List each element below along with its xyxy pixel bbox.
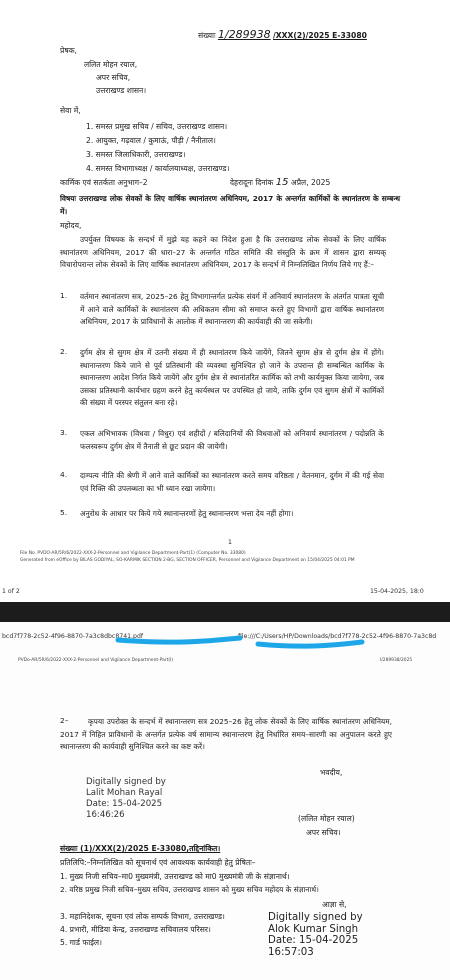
viewer-page-count: 1 of 2: [2, 588, 20, 595]
page-number: 1: [228, 539, 232, 546]
viewer-timestamp: 15-04-2025, 18:0: [370, 588, 424, 595]
point-number: 1.: [60, 291, 68, 300]
point-text: वर्तमान स्थानांतरण सत्र, 2025–26 हेतु विभागान्तर्गत प्रत्येक संवर्ग में अनिवार्य स्थानांतरण के अंतर्गत पात्रता सूची में आने वाले कार्मिकों के स्थानांतरण की अधिकतम सीमा को समाप्त करते हुए विभागों द्वारा वार्षिक स्थानांतरण अधिनियम, 2017 के प्राविधानों के आलोक में स्थानान्तरण की कार्यवाही की जा सकेगी।: [80, 292, 384, 327]
copy-item: 1. मुख्य निजी सचिव–मा0 मुख्यमंत्री, उत्तराखण्ड को मा0 मुख्यमंत्री जी के संज्ञानार्थ।: [60, 872, 290, 881]
redaction-scribble: [0, 622, 450, 662]
point-number: 5.: [60, 508, 68, 517]
point-text: एकल अभिभावक (विधवा / विधुर) एवं शहीदों / बलिदानियों की विधवाओं को अनिवार्य स्थानांतरण / पदोन्नति के फलस्वरूप दुर्गम क्षेत्र में तैनाती से छूट प्रदान की जायेगी।: [80, 429, 384, 451]
sender-label: प्रेषक,: [60, 46, 77, 55]
place-date: देहरादूनः दिनांक 15 अप्रैल, 2025: [230, 177, 331, 188]
copy-item: 3. महानिदेशक, सूचना एवं लोक सम्पर्क विभाग, उत्तराखण्ड।: [60, 912, 225, 921]
eoffice-footer-line: File No. PVDO-AR/5R/6/2022-XXX-2-Personnel and Vigilance Department-Part(1) (Computer No. 33080): [20, 551, 246, 556]
copy-item: 4. प्रभारी, मीडिया केन्द्र, उत्तराखण्ड सचिवालय परिसर।: [60, 925, 211, 934]
salutation: महोदय,: [60, 221, 82, 230]
number-label: संख्याः: [198, 31, 216, 40]
number-suffix: /XXX(2)/2025 E-33080: [273, 31, 367, 40]
digital-signature-stamp: Digitally signed by Lalit Mohan Rayal Date: 15-04-2025 16:46:26: [86, 777, 166, 820]
point-text: दाम्पत्य नीति की श्रेणी में आने वाले कार्मिकों का स्थानांतरण करते समय वरिष्ठता / वेतनमान, दुर्गम में की गई सेवा एवं रिक्ति की उपलब्धता का भी ध्यान रखा जायेगा।: [80, 471, 384, 493]
order-by: आज्ञा से,: [322, 900, 347, 909]
subject-label: विषयः: [60, 194, 77, 203]
handwritten-number: 1/289938: [217, 28, 271, 41]
sender-designation: अपर सचिव,: [96, 73, 131, 82]
point-number: 3.: [60, 428, 68, 437]
recipient-item: 1. समस्त प्रमुख सचिव / सचिव, उत्तराखण्ड शासन।: [86, 122, 228, 131]
paragraph-text: कृपया उपरोक्त के सन्दर्भ में स्थानान्तरण सत्र 2025–26 हेतु लोक सेवकों के लिए वार्षिक स्थानांतरण अधिनियम, 2017 में निहित प्राविधानों के अन्तर्गत प्रत्येक वर्ष सामान्य स्थानान्तरण हेतु निर्धारित समय–सारणी का अनुपालन करते हुए स्थानान्तरण की कार्यवाही सुनिश्चित करने का कष्ट करें।: [60, 717, 392, 752]
sender-office: उत्तराखण्ड शासन।: [96, 86, 147, 95]
letter-number: [198, 28, 367, 42]
point-text: दुर्गम क्षेत्र से सुगम क्षेत्र में उतनी संख्या में ही स्थानांतरण किये जायेंगे, जितने सुगम क्षेत्र से दुर्गम क्षेत्र में होंगे। स्थानान्तरण किये जाने से पूर्व प्रतिस्थानी की व्यवस्था सुनिश्चित हो जाने के उपरान्त ही सम्बन्धित कार्मिक के स्थानान्तरण आदेश निर्गत किये जायेंगे और दुर्गम क्षेत्र से स्थानांतरित कार्मिक को तभी कार्यमुक्त किया जायेगा, जब उसका प्रतिस्थानी कार्यभार ग्रहण करने हेतु कार्यस्थल पर उपस्थित हो जाये, ताकि दुर्गम एवं सुगम क्षेत्रों में कार्मिकों की संख्या में परस्पर संतुलन बना रहे।: [80, 348, 384, 408]
page-header-left: PVDo-AR/5R/6/2022-XXX-2-Personnel and Vigilance Department-Part(I): [18, 658, 174, 663]
point-number: 4.: [60, 470, 68, 479]
signer-designation: अपर सचिव।: [306, 828, 341, 837]
subject: [60, 193, 400, 218]
eoffice-footer-line: Generated from eOffice by BILAS GODIYAL, SO-KARMIK SECTION 2-BG, SECTION OFFICER, Personnel and Vigilance Department on 15/04/2025 04:01 PM: [20, 558, 355, 563]
to-label: सेवा में,: [60, 106, 81, 115]
copy-item: 5. गार्ड फाईल।: [60, 938, 102, 947]
copy-intro: प्रतिलिपि:–निम्नलिखित को सूचनार्थ एवं आवश्यक कार्यवाही हेतु प्रेषितः–: [60, 858, 256, 867]
pdf-filename: bcd7f778-2c52-4f96-8870-7a3c8dbc8741.pdf: [2, 633, 144, 640]
screenshot-divider: [0, 602, 450, 622]
recipient-item: 2. आयुक्त, गढ़वाल / कुमाऊं, पौड़ी / नैनीताल।: [86, 136, 216, 145]
section-name: कार्मिक एवं सतर्कता अनुभाग–2: [60, 178, 148, 187]
pdf-path: file:///C:/Users/HP/Downloads/bcd7f778-2c52-4f96-8870-7a3c8d: [238, 633, 437, 640]
handwritten-date: 15: [275, 177, 289, 188]
subject-text: उत्तराखण्ड लोक सेवकों के लिए वार्षिक स्थानांतरण अधिनियम, 2017 के अन्तर्गत कार्मिकों के स्थानांतरण के सम्बन्ध में।: [60, 194, 400, 216]
recipient-item: 4. समस्त विभागाध्यक्ष / कार्यालयाध्यक्ष, उत्तराखण्ड।: [86, 164, 230, 173]
point-number: 2.: [60, 347, 68, 356]
page-header-right: I/289938/2025: [380, 658, 413, 663]
paragraph-number: 2–: [60, 716, 69, 725]
point-text: अनुरोध के आधार पर किये गये स्थानान्तरणों हेतु स्थानान्तरण भत्ता देय नहीं होगा।: [80, 509, 294, 518]
intro-paragraph: उपर्युक्त विषयक के सन्दर्भ में मुझे यह कहने का निदेश हुआ है कि उत्तराखण्ड लोक सेवकों के लिए वार्षिक स्थानांतरण अधिनियम, 2017 की धारा–27 के अन्तर्गत गठित समिति की संस्तुति के क्रम में शासन द्वारा सम्यक् विचारोपरान्त लोक सेवकों के लिए वार्षिक स्थानांतरण अधिनियम, 2017 के सन्दर्भ में निम्नलिखित निर्णय लिये गए हैं:–: [60, 235, 386, 270]
closing: भवदीय,: [320, 768, 343, 777]
copy-number: संख्याः (1)/XXX(2)/2025 E-33080,तद्दिनांकित।: [60, 844, 221, 853]
signer-name: (ललित मोहन रयाल): [298, 814, 355, 823]
copy-item: 2. वरिष्ठ प्रमुख निजी सचिव–मुख्य सचिव, उत्तराखण्ड शासन को मुख्य सचिव महोदय के संज्ञानार्थ।: [60, 885, 319, 894]
digital-signature-stamp-2: Digitally signed by Alok Kumar Singh Date: 15-04-2025 16:57:03: [268, 912, 363, 958]
recipient-item: 3. समस्त जिलाधिकारी, उत्तराखण्ड।: [86, 150, 186, 159]
sender-name: ललित मोहन रयाल,: [84, 60, 138, 69]
